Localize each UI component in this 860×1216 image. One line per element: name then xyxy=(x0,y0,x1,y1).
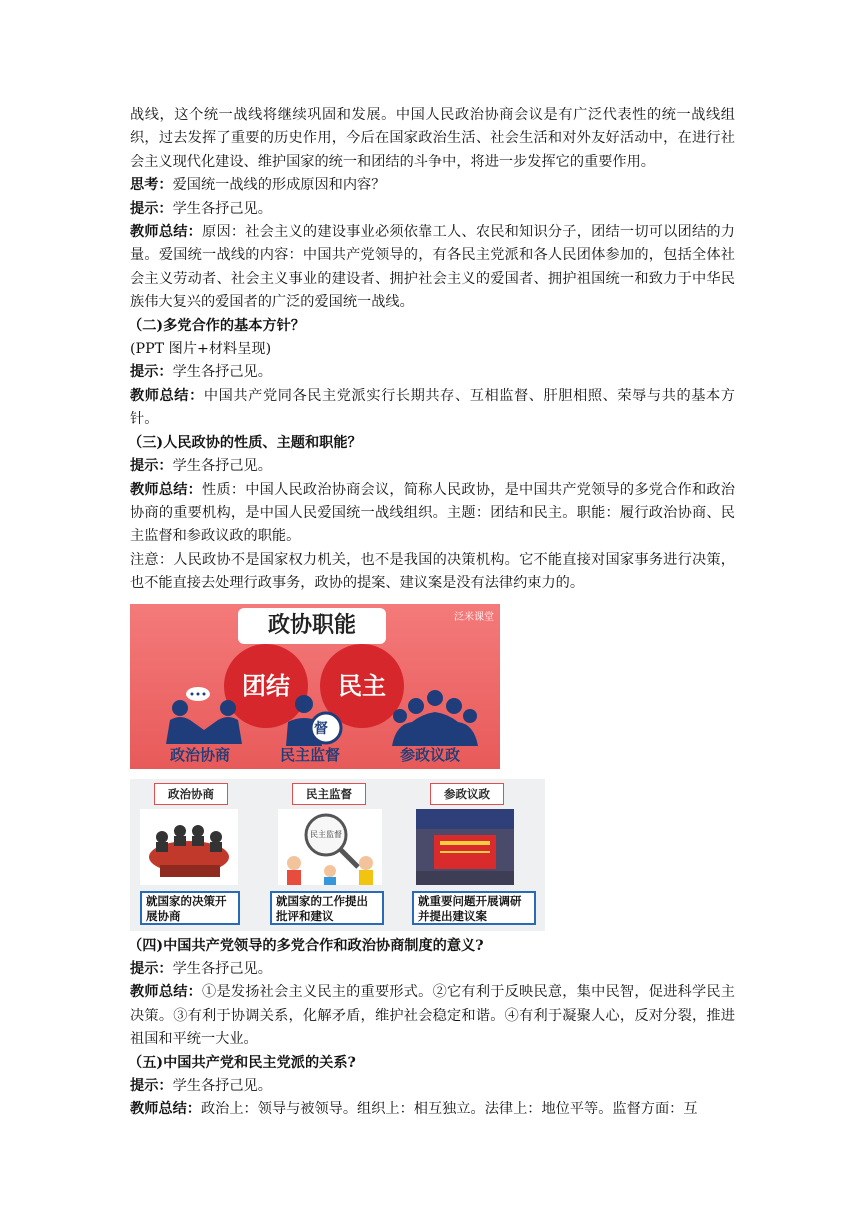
summary-2 xyxy=(130,385,735,432)
label-consultation: 政治协商 xyxy=(170,745,231,764)
crowd-icon xyxy=(392,688,478,746)
cppcc-functions-figure xyxy=(130,604,500,769)
heading-2: （二)多党合作的基本方针？ xyxy=(128,317,305,334)
handshake-icon xyxy=(160,686,250,746)
summary-5 xyxy=(130,1098,735,1121)
heading-5: （五)中国共产党和民主党派的关系? xyxy=(128,1054,356,1071)
democracy-circle: 民主 xyxy=(320,644,404,728)
summary-3-text: 性质：中国人民政治协商会议，简称人民政协，是中国共产党领导的多党合作和政治协商的重要机构，是中国人民爱国统一战线组织。主题：团结和民主。职能：履行政治协商、民主监督和参政议政的职能。 xyxy=(130,481,735,545)
hint-line-4 xyxy=(130,958,735,981)
supervision-sign-text: 民主监督 xyxy=(310,829,342,839)
hint-line-5 xyxy=(130,1075,735,1098)
caption-participation: 就重要问题开展调研并提出建议案 xyxy=(412,891,536,925)
caption-consultation: 就国家的决策开展协商 xyxy=(140,891,240,925)
ppt-note: (PPT 图片+材料呈现) xyxy=(130,341,272,358)
summary-label: 教师总结： xyxy=(130,1101,201,1118)
summary-4-text: ①是发扬社会主义民主的重要形式。②它有利于反映民意，集中民智，促进科学民主决策。③有利于协调关系，化解矛盾，维护社会稳定和谐。④有利于凝聚人心，反对分裂，推进祖国和平统一大业。 xyxy=(130,984,735,1048)
hint-label: 提示： xyxy=(130,200,173,217)
think-label: 思考： xyxy=(130,177,173,194)
figure-title: 政协职能 xyxy=(238,608,386,644)
hint-label: 提示： xyxy=(130,364,173,381)
research-banner-image xyxy=(416,809,514,885)
hint-label: 提示： xyxy=(130,458,173,475)
hint-text: 学生各抒己见。 xyxy=(172,960,272,977)
hint-text: 学生各抒己见。 xyxy=(172,200,272,217)
supervision-cartoon-image xyxy=(278,809,382,885)
summary-2-text: 中国共产党同各民主党派实行长期共存、互相监督、肝胆相照、荣辱与共的基本方针。 xyxy=(130,387,735,428)
summary-3 xyxy=(130,479,735,549)
note-paragraph: 注意：人民政协不是国家权力机关，也不是我国的决策机构。它不能直接对国家事务进行决策，也不能直接去处理行政事务，政协的提案、建议案是没有法律约束力的。 xyxy=(130,551,735,592)
hint-label: 提示： xyxy=(130,960,173,977)
supervise-badge: 督 xyxy=(314,720,328,737)
summary-label: 教师总结： xyxy=(130,984,203,1001)
hint-text: 学生各抒己见。 xyxy=(172,364,272,381)
think-line xyxy=(130,174,735,197)
summary-1 xyxy=(130,221,735,315)
tag-consultation: 政治协商 xyxy=(154,783,228,805)
document-body xyxy=(130,104,735,1122)
label-participation: 参政议政 xyxy=(400,745,461,764)
summary-label: 教师总结： xyxy=(130,224,203,241)
summary-5-text: 政治上：领导与被领导。组织上：相互独立。法律上：地位平等。监督方面：互 xyxy=(200,1101,698,1118)
heading-3: （三)人民政协的性质、主题和职能？ xyxy=(128,434,362,451)
hint-line xyxy=(130,198,735,221)
hint-text: 学生各抒己见。 xyxy=(172,1077,272,1094)
label-supervision: 民主监督 xyxy=(280,745,341,764)
cppcc-examples-figure xyxy=(130,779,545,931)
caption-supervision: 就国家的工作提出批评和建议 xyxy=(270,891,384,925)
think-text: 爱国统一战线的形成原因和内容？ xyxy=(172,177,386,194)
hint-text: 学生各抒己见。 xyxy=(172,458,272,475)
hint-line-3 xyxy=(130,455,735,478)
watermark-logo: 泛米课堂 xyxy=(454,611,494,623)
summary-4 xyxy=(130,981,735,1051)
tag-participation: 参政议政 xyxy=(430,783,504,805)
unity-circle: 团结 xyxy=(224,644,308,728)
summary-1-text: 原因：社会主义的建设事业必须依靠工人、农民和知识分子，团结一切可以团结的力量。爱国统一战线的内容：中国共产党领导的，有各民主党派和各人民团体参加的，包括全体社会主义劳动者、社会主义事业的建设者、拥护社会主义的爱国者、拥护祖国统一和致力于中华民族伟大复兴的爱国者的广泛的爱国统一战线。 xyxy=(130,224,735,311)
meeting-table-image xyxy=(140,809,238,885)
intro-paragraph: 战线，这个统一战线将继续巩固和发展。中国人民政治协商会议是有广泛代表性的统一战线组织，过去发挥了重要的历史作用，今后在国家政治生活、社会生活和对外友好活动中，在进行社会主义现代化建设、维护国家的统一和团结的斗争中，将进一步发挥它的重要作用。 xyxy=(130,107,735,170)
hint-line-2 xyxy=(130,361,735,384)
hint-label: 提示： xyxy=(130,1077,173,1094)
tag-supervision: 民主监督 xyxy=(292,783,366,805)
heading-4: （四)中国共产党领导的多党合作和政治协商制度的意义? xyxy=(128,937,484,954)
summary-label: 教师总结： xyxy=(130,481,203,498)
summary-label: 教师总结： xyxy=(130,387,204,404)
